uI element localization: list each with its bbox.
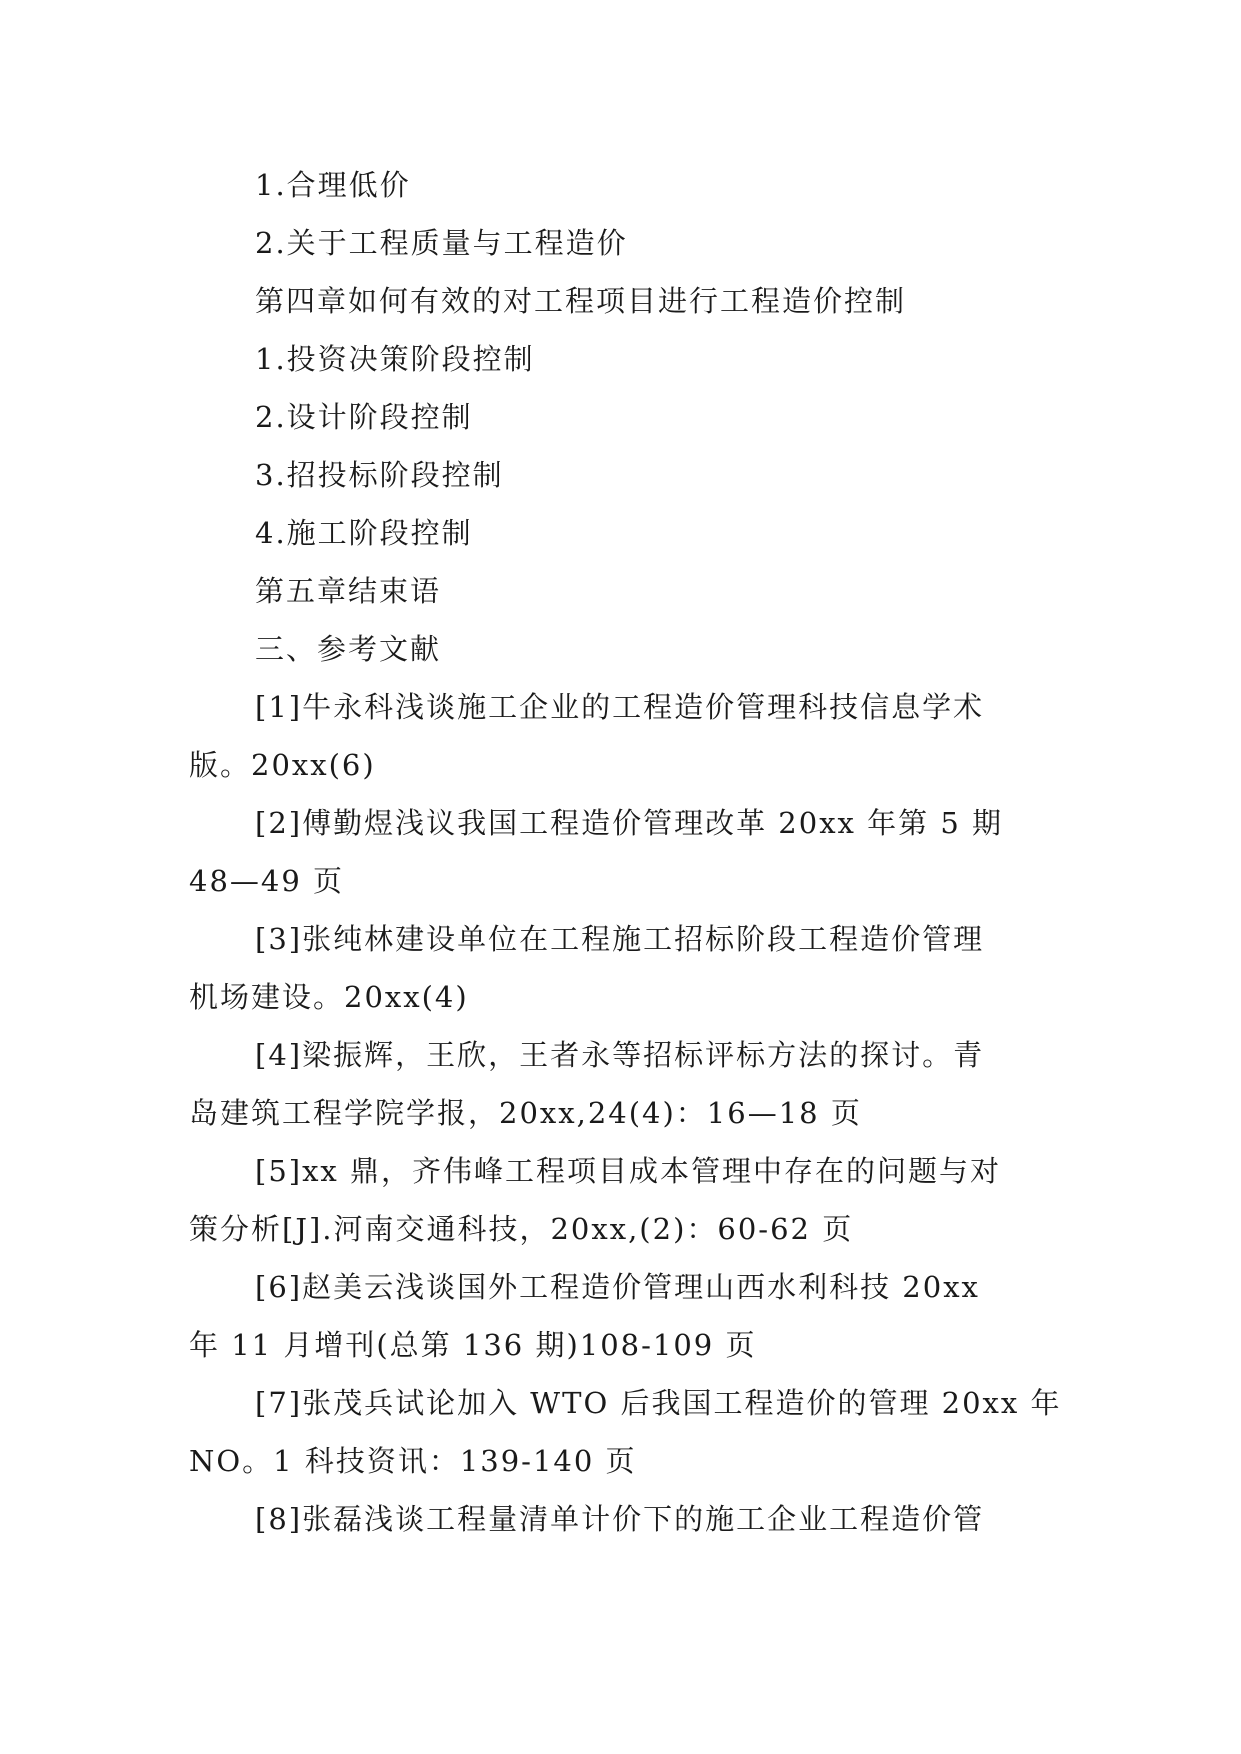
reference-line: 年 11 月增刊(总第 136 期)108-109 页 bbox=[189, 1328, 757, 1362]
chapter-heading: 第五章结束语 bbox=[255, 574, 442, 608]
reference-line: 机场建设。20xx(4) bbox=[189, 980, 469, 1014]
reference-line: [6]赵美云浅谈国外工程造价管理山西水利科技 20xx bbox=[255, 1270, 980, 1304]
outline-item: 4.施工阶段控制 bbox=[255, 516, 473, 550]
reference-line: 版。20xx(6) bbox=[189, 748, 376, 782]
section-heading: 三、参考文献 bbox=[255, 632, 442, 666]
reference-line: [3]张纯林建设单位在工程施工招标阶段工程造价管理 bbox=[255, 922, 985, 956]
outline-item: 3.招投标阶段控制 bbox=[255, 458, 504, 492]
outline-item: 2.设计阶段控制 bbox=[255, 400, 473, 434]
outline-item: 1.投资决策阶段控制 bbox=[255, 342, 535, 376]
reference-line: [1]牛永科浅谈施工企业的工程造价管理科技信息学术 bbox=[255, 690, 985, 724]
outline-item: 1.合理低价 bbox=[255, 168, 411, 202]
outline-item: 2.关于工程质量与工程造价 bbox=[255, 226, 628, 260]
reference-line: [2]傅勤煜浅议我国工程造价管理改革 20xx 年第 5 期 bbox=[255, 806, 1004, 840]
reference-line: 岛建筑工程学院学报，20xx,24(4)：16—18 页 bbox=[189, 1096, 862, 1130]
reference-line: [4]梁振辉，王欣，王者永等招标评标方法的探讨。青 bbox=[255, 1038, 985, 1072]
reference-line: 48—49 页 bbox=[189, 864, 345, 898]
reference-line: [8]张磊浅谈工程量清单计价下的施工企业工程造价管 bbox=[255, 1502, 985, 1536]
reference-line: [7]张茂兵试论加入 WTO 后我国工程造价的管理 20xx 年 bbox=[255, 1386, 1062, 1420]
reference-line: [5]xx 鼎，齐伟峰工程项目成本管理中存在的问题与对 bbox=[255, 1154, 1002, 1188]
reference-line: NO。1 科技资讯：139-140 页 bbox=[189, 1444, 637, 1478]
reference-line: 策分析[J].河南交通科技，20xx,(2)：60-62 页 bbox=[189, 1212, 854, 1246]
chapter-heading: 第四章如何有效的对工程项目进行工程造价控制 bbox=[255, 284, 907, 318]
